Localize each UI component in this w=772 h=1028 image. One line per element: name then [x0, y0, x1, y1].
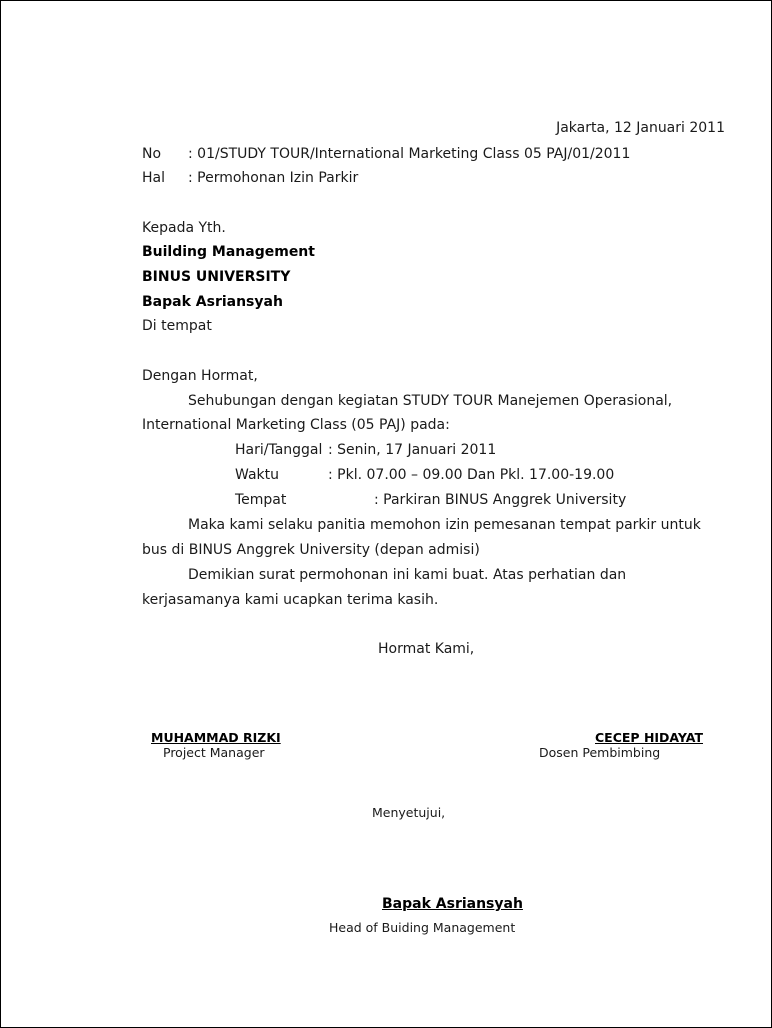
- subject-label: Hal: [142, 170, 165, 186]
- salutation: Dengan Hormat,: [142, 368, 258, 384]
- paragraph-3-line-1: Demikian surat permohonan ini kami buat. Atas perhatian dan: [188, 567, 627, 583]
- place-value: : Parkiran BINUS Anggrek University: [374, 492, 627, 508]
- day-label: Hari/Tanggal: [235, 442, 323, 458]
- paragraph-1-line-2: International Marketing Class (05 PAJ) pada:: [142, 417, 450, 433]
- left-signatory-name: MUHAMMAD RIZKI: [151, 730, 281, 745]
- approver-name: Bapak Asriansyah: [382, 896, 523, 912]
- subject-value: : Permohonan Izin Parkir: [188, 170, 359, 186]
- recipient-location: Di tempat: [142, 318, 212, 334]
- right-signatory-role: Dosen Pembimbing: [539, 745, 661, 760]
- closing: Hormat Kami,: [378, 641, 475, 657]
- paragraph-2-line-2: bus di BINUS Anggrek University (depan admisi): [142, 542, 480, 558]
- number-label: No: [142, 146, 162, 162]
- place-label: Tempat: [235, 492, 287, 508]
- recipient-department: Building Management: [142, 244, 315, 260]
- right-signatory-name: CECEP HIDAYAT: [595, 730, 703, 745]
- left-signatory-role: Project Manager: [163, 745, 265, 760]
- day-value: : Senin, 17 Januari 2011: [328, 442, 497, 458]
- letter-date: Jakarta, 12 Januari 2011: [556, 120, 725, 136]
- time-label: Waktu: [235, 467, 279, 483]
- recipient-greeting: Kepada Yth.: [142, 220, 226, 236]
- time-value: : Pkl. 07.00 – 09.00 Dan Pkl. 17.00-19.00: [328, 467, 615, 483]
- approval-label: Menyetujui,: [372, 805, 446, 820]
- approver-role: Head of Buiding Management: [329, 920, 516, 935]
- recipient-person: Bapak Asriansyah: [142, 294, 283, 310]
- paragraph-2-line-1: Maka kami selaku panitia memohon izin pemesanan tempat parkir untuk: [188, 517, 701, 533]
- recipient-institution: BINUS UNIVERSITY: [142, 269, 291, 285]
- paragraph-3-line-2: kerjasamanya kami ucapkan terima kasih.: [142, 592, 439, 608]
- paragraph-1-line-1: Sehubungan dengan kegiatan STUDY TOUR Manejemen Operasional,: [188, 393, 673, 409]
- number-value: : 01/STUDY TOUR/International Marketing Class 05 PAJ/01/2011: [188, 146, 631, 162]
